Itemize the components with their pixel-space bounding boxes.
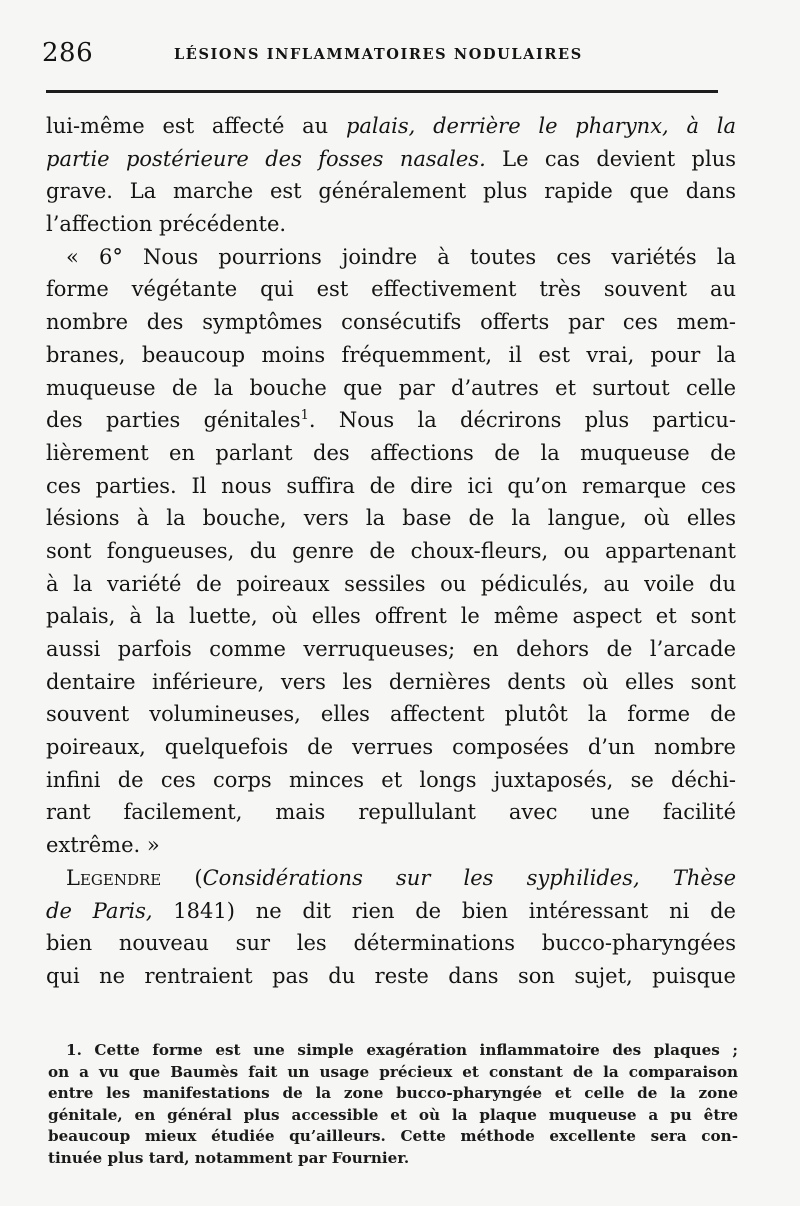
text-line: poireaux, quelquefois de verrues composées d’un nombre [46,735,736,760]
text-line: sont fongueuses, du genre de choux-fleurs, ou appartenant [46,538,736,563]
text-span: 1841) ne dit rien de bien intéressant ni de [152,898,736,923]
text-line [46,895,736,928]
footnotes [48,1040,738,1170]
text-line: dentaire inférieure, vers les dernières dents où elles sont [46,669,736,694]
footnote-line: on a vu que Baumès fait un usage précieux et constant de la comparaison [48,1062,738,1081]
author-name: Legendre [66,865,162,890]
text-line [46,862,736,895]
footnote-line: tinuée plus tard, notamment par Fournier. [48,1148,410,1167]
footnote-marker: 1 [300,408,309,424]
text-line: nombre des symptômes consécutifs offerts par ces mem- [46,310,736,335]
text-line: grave. La marche est généralement plus rapide que dans [46,179,736,204]
text-line: lésions à la bouche, vers la base de la langue, où elles [46,506,736,531]
text-line [46,143,736,176]
text-span: Le cas devient plus [485,146,737,171]
footnote-line: génitale, en général plus accessible et où la plaque muqueuse a pu être [48,1105,738,1124]
page-number: 286 [42,38,94,68]
text-span: des parties génitales [46,408,301,433]
body-text [46,110,736,993]
text-line: forme végétante qui est effectivement très souvent au [46,277,736,302]
text-line: souvent volumineuses, elles affectent plutôt la forme de [46,702,736,727]
text-line: infini de ces corps minces et longs juxtaposés, se déchi- [46,767,736,792]
text-line: branes, beaucoup moins fréquemment, il est vrai, pour la [46,342,736,367]
footnote-line: beaucoup mieux étudiée qu’ailleurs. Cette méthode excellente sera con- [48,1127,738,1146]
text-line: rant facilement, mais repullulant avec une facilité [46,800,736,825]
italic-span: Considérations sur les syphilides, Thèse [202,865,736,890]
header-rule [46,90,718,93]
text-line: aussi parfois comme verruqueuses; en dehors de l’arcade [46,637,736,661]
text-line: extrême. » [46,833,160,858]
text-line [46,404,736,437]
text-line: l’affection précédente. [46,212,287,237]
running-head: LÉSIONS INFLAMMATOIRES NODULAIRES [174,46,583,63]
footnote-line: 1. Cette forme est une simple exagération inflammatoire des plaques ; [66,1041,738,1059]
text-line: palais, à la luette, où elles offrent le même aspect et sont [46,604,736,629]
text-line: bien nouveau sur les déterminations bucco-pharyngées [46,931,736,956]
italic-span: partie postérieure des fosses nasales. [46,146,486,171]
text-span: . Nous la décrirons plus particu- [308,408,736,433]
text-line: à la variété de poireaux sessiles ou pédiculés, au voile du [46,571,736,596]
text-span: ( [161,865,203,890]
italic-span: palais, derrière le pharynx, à la [345,114,736,138]
text-span: lui-même est affecté au [46,114,346,138]
text-line [46,110,736,143]
text-line: qui ne rentraient pas du reste dans son sujet, puisque [46,963,736,988]
page-header [42,38,742,70]
text-line: ces parties. Il nous suffira de dire ici qu’on remarque ces [46,473,736,498]
italic-span: de Paris, [46,898,153,923]
text-line: « 6° Nous pourrions joindre à toutes ces variétés la [66,244,736,269]
text-line: lièrement en parlant des affections de la muqueuse de [46,440,736,465]
footnote-line: entre les manifestations de la zone bucco-pharyngée et celle de la zone [48,1084,738,1103]
text-line: muqueuse de la bouche que par d’autres et surtout celle [46,375,736,400]
